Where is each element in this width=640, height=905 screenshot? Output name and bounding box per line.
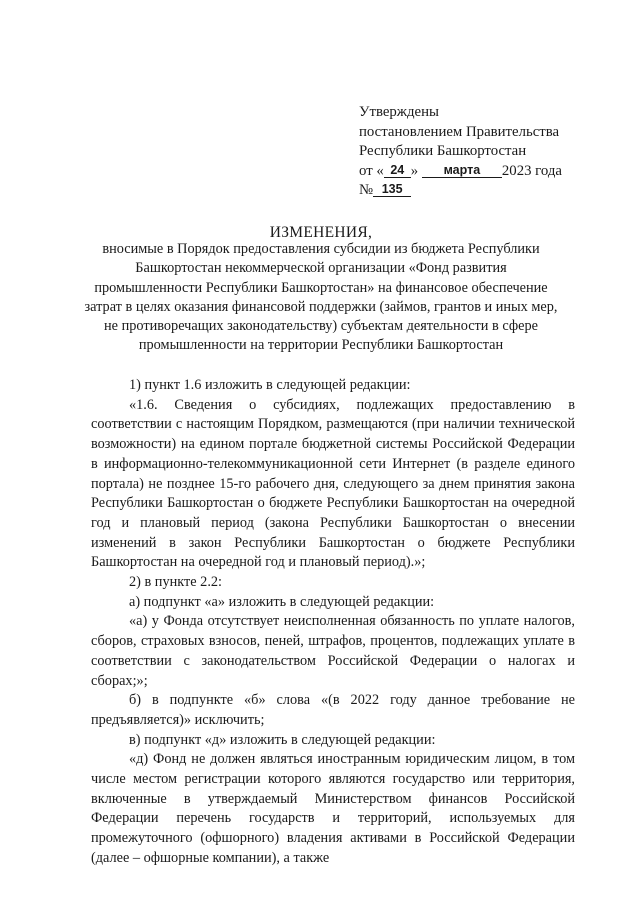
approval-line-2: постановлением Правительства <box>359 123 560 140</box>
approval-date <box>359 162 609 182</box>
document-title: ИЗМЕНЕНИЯ, <box>269 224 373 241</box>
paragraph: в) подпункт «д» изложить в следующей редакции: <box>129 731 436 748</box>
paragraph: 2) в пункте 2.2: <box>129 574 223 591</box>
paragraph: «1.6. Сведения о субсидиях, подлежащих предоставлению в соответствии с настоящим Порядком, размещаются (при наличии технической возможности) на едином портале бюджетной системы Российской Федерации в информационно-телекоммуникационной сети Интернет (в разделе единого портала) не позднее 15-го рабочего дня, следующего за днем принятия закона Республики Башкортостан о бюджете Республики Башкортостан на очередной год и плановый период (закона Республики Башкортостан о внесении изменений в закон Республики Башкортостан о бюджете Республики Башкортостан на очередной год и плановый период).»; <box>91 396 575 571</box>
document-number: 135 <box>373 182 411 197</box>
paragraph: «д) Фонд не должен являться иностранным юридическим лицом, в том числе местом регистрации которого являются государство или территория, включенные в утверждаемый Министерством финансов Российской Федерации перечень государств и территорий, используемых для промежуточного (офшорного) владения активами в Российской Федерации (далее – офшорные компании), а также <box>91 751 575 866</box>
approval-stamp <box>359 103 609 201</box>
date-mid: » <box>410 162 419 179</box>
paragraph: «а) у Фонда отсутствует неисполненная обязанность по уплате налогов, сборов, страховых взносов, пеней, штрафов, процентов, подлежащих уплате в соответствии с законодательством Российской Федерации о налогах и сборах;»; <box>91 613 575 689</box>
date-prefix: от « <box>359 162 384 179</box>
document-body <box>91 376 575 869</box>
document-subtitle: вносимые в Порядок предоставления субсидии из бюджета Республики Башкортостан некоммерческой организации «Фонд развития промышленности Республики Башкортостан» на финансовое обеспечение затрат в целях оказания финансовой поддержки (займов, грантов и иных мер, не противоречащих законодательству) субъектам деятельности в сфере промышленности на территории Республики Башкортостан <box>84 241 558 354</box>
date-year: 2023 года <box>501 162 562 179</box>
date-day: 24 <box>384 163 411 178</box>
approval-line-3: Республики Башкортостан <box>359 143 527 159</box>
approval-line-1: Утверждены <box>359 104 439 120</box>
paragraph: а) подпункт «а» изложить в следующей редакции: <box>129 593 435 610</box>
approval-number <box>359 181 609 201</box>
paragraph: 1) пункт 1.6 изложить в следующей редакции: <box>129 377 411 393</box>
date-month: марта <box>422 163 502 178</box>
number-prefix: № <box>359 182 374 198</box>
paragraph: б) в подпункте «б» слова «(в 2022 году данное требование не предъявляется)» исключить; <box>91 692 575 728</box>
